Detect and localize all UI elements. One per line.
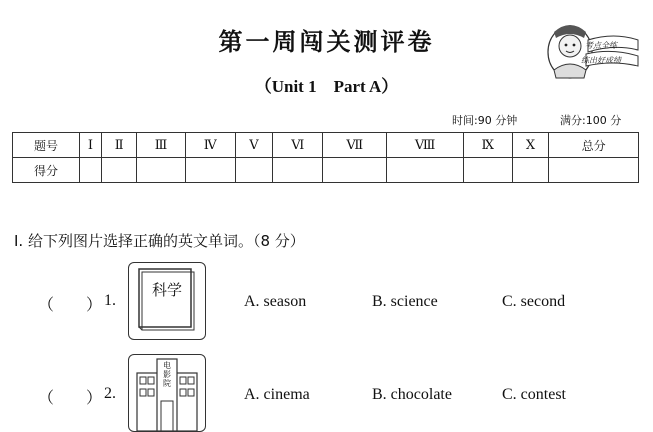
option-a[interactable]: A. cinema [244,386,310,403]
score-cell[interactable] [323,158,387,183]
score-table-col-1: Ⅰ [80,133,102,158]
score-table-col-10: Ⅹ [512,133,549,158]
score-cell[interactable] [387,158,464,183]
section-heading: Ⅰ. 给下列图片选择正确的英文单词。（8 分） [14,232,305,250]
score-cell[interactable] [273,158,323,183]
score-table-score-row [13,158,639,183]
badge-text-bottom: 练出好成绩 [581,56,621,65]
question-number: 1. [104,292,116,309]
score-table-col-6: Ⅵ [273,133,323,158]
cinema-sign-text: 电影院 [163,361,171,388]
score-table-col-5: Ⅴ [235,133,272,158]
score-cell[interactable] [80,158,102,183]
score-cell[interactable] [549,158,639,183]
badge-text-top: 考点全练 [585,41,617,50]
score-table-col-4: Ⅳ [185,133,235,158]
score-cell[interactable] [235,158,272,183]
score-table-row-label: 得分 [13,158,80,183]
score-table-col-9: Ⅸ [464,133,513,158]
score-cell[interactable] [137,158,186,183]
score-table-col-2: Ⅱ [101,133,136,158]
question-number: 2. [104,385,116,402]
full-score: 满分:100 分 [560,114,622,127]
score-table-col-3: Ⅲ [137,133,186,158]
score-table-row-label: 题号 [13,133,80,158]
science-book-picture [128,262,206,340]
score-table-col-8: Ⅷ [387,133,464,158]
answer-paren[interactable]: （ ） [38,390,103,407]
book-icon [129,263,205,339]
score-table-col-7: Ⅶ [323,133,387,158]
option-b[interactable]: B. science [372,293,438,310]
score-table-col-total: 总分 [549,133,639,158]
option-c[interactable]: C. second [502,293,566,310]
score-cell[interactable] [185,158,235,183]
score-cell[interactable] [101,158,136,183]
page-title: 第一周闯关测评卷 [218,28,435,56]
option-b[interactable]: B. chocolate [372,386,452,403]
score-table [12,132,639,183]
time-limit: 时间:90 分钟 [452,114,518,127]
page-subtitle: （Unit 1 Part A） [254,77,399,96]
score-table-header-row [13,133,639,158]
option-c[interactable]: C. contest [502,386,566,403]
book-cover-text: 科学 [151,281,182,299]
answer-paren[interactable]: （ ） [38,297,103,314]
cinema-picture [128,354,206,432]
option-a[interactable]: A. season [244,293,307,310]
score-cell[interactable] [464,158,513,183]
score-cell[interactable] [512,158,549,183]
